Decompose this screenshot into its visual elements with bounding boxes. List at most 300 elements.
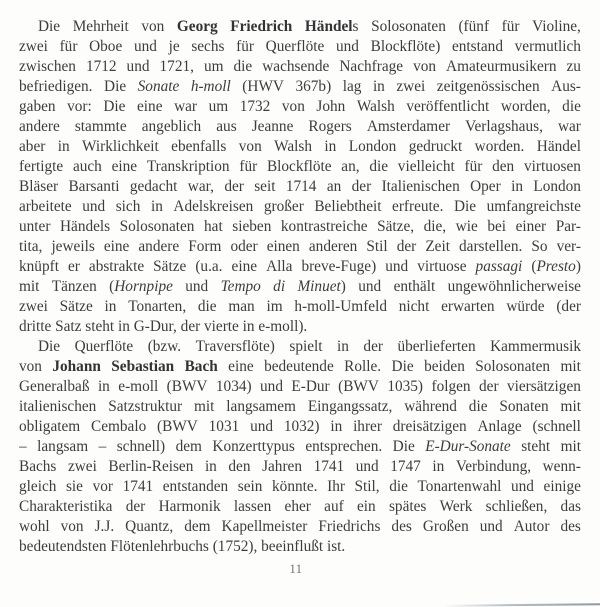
text-line (19, 397, 581, 417)
text-run: eine (228, 358, 254, 375)
text-run: der (363, 338, 383, 355)
text-run: dritte Satz steht in G-Dur, der vierte in e-moll). (19, 318, 308, 335)
text-run: in (337, 338, 349, 355)
text-run: 1741 (313, 458, 345, 475)
word (282, 97, 305, 117)
text-run: (der (556, 298, 581, 315)
text-run: 1714 (285, 178, 317, 195)
word (273, 277, 285, 297)
word (19, 177, 58, 197)
text-run: di (273, 278, 286, 295)
word (67, 97, 92, 117)
text-run: Kapellmeister (221, 518, 308, 535)
text-run: Sätze (153, 258, 187, 275)
word (499, 397, 548, 417)
word (465, 117, 543, 137)
text-run: Jahren (262, 458, 302, 475)
text-run: der (224, 178, 244, 195)
word (19, 157, 63, 177)
word (260, 377, 283, 397)
word (128, 297, 186, 317)
text-run: Stil, (354, 478, 380, 495)
text-run: aber (19, 138, 46, 155)
word (221, 277, 261, 297)
text-run: zwei (67, 458, 97, 475)
text-run: und (355, 458, 379, 475)
word (406, 97, 489, 117)
text-run: (schnell (532, 418, 581, 435)
word (109, 277, 173, 297)
word (431, 377, 470, 397)
text-run: den (492, 158, 515, 175)
word (228, 297, 254, 317)
word (392, 357, 414, 377)
text-run: worden. (474, 138, 525, 155)
word (19, 457, 56, 477)
text-run: Alla (266, 258, 293, 275)
text-run: passagi (475, 258, 523, 275)
text-run: Bläser (19, 178, 59, 195)
text-run: die (562, 98, 581, 115)
word (432, 457, 444, 477)
word (266, 37, 325, 57)
text-run: sie (65, 478, 83, 495)
text-run: für (239, 158, 258, 175)
word (226, 397, 296, 417)
text-run: darstellen. (459, 238, 523, 255)
text-run: – (98, 438, 107, 455)
word (382, 177, 460, 197)
text-run: und (133, 38, 157, 55)
word (424, 217, 447, 237)
word (104, 77, 126, 97)
text-run: Tempo (220, 278, 261, 295)
word (19, 417, 80, 437)
text-run: e-moll (118, 378, 159, 395)
text-line (19, 437, 581, 457)
text-run: für (501, 18, 520, 35)
word (446, 57, 556, 77)
text-run: kontrastreiche (280, 218, 368, 235)
word (19, 97, 56, 117)
word (469, 397, 488, 417)
text-run: und (82, 198, 106, 215)
text-run: die (197, 298, 217, 315)
text-run: italienischen (19, 398, 97, 415)
word (204, 217, 223, 237)
word (89, 37, 122, 57)
text-run: eher (284, 498, 311, 515)
text-run: erfreute. (392, 198, 444, 215)
text-run: 367b) (295, 78, 332, 95)
text-run: Georg (176, 18, 218, 35)
text-run: Zeit (425, 238, 450, 255)
word (138, 77, 180, 97)
word (514, 517, 550, 537)
text-run: Amateurmusikern (446, 58, 557, 75)
word (82, 137, 159, 157)
text-run: veröffentlicht (406, 98, 490, 115)
word (222, 517, 308, 537)
text-run: die (389, 478, 408, 495)
word (195, 257, 222, 277)
word (238, 477, 263, 497)
word (117, 437, 165, 457)
text-run: sich (115, 198, 141, 215)
text-run: gedacht (129, 178, 178, 195)
word (456, 217, 478, 237)
word (511, 477, 534, 497)
text-run: die (233, 58, 253, 75)
text-run: E-Dur (291, 378, 330, 395)
word (252, 117, 294, 137)
text-run: spätes (388, 498, 427, 515)
word (224, 177, 244, 197)
text-run: hat (204, 218, 223, 235)
word (191, 37, 224, 57)
text-run: schließen, (485, 498, 548, 515)
text-run: der (396, 238, 417, 255)
text-run: ebenfalls (171, 138, 227, 155)
text-run: wachsende (262, 58, 330, 75)
text-run: und (511, 478, 534, 495)
word (492, 157, 514, 177)
text-run: s (352, 18, 359, 35)
text-line (19, 137, 581, 157)
word (480, 517, 503, 537)
text-run: mit (560, 358, 581, 375)
word (157, 417, 198, 437)
word (250, 417, 273, 437)
word (151, 197, 163, 217)
text-line (19, 177, 581, 197)
text-run: um (203, 58, 224, 75)
word (191, 77, 231, 97)
word (417, 257, 466, 277)
word (194, 397, 214, 417)
text-run: Sätze (59, 298, 93, 315)
text-run: in (104, 298, 117, 315)
text-run: Bachs (19, 458, 57, 475)
word (138, 237, 179, 257)
text-run: J.J. (94, 518, 115, 535)
text-run: Mehrheit (72, 18, 129, 35)
text-run: So (531, 238, 548, 255)
word (366, 237, 387, 257)
word (116, 197, 141, 217)
word (19, 37, 48, 57)
word (254, 177, 275, 197)
scan-edge-artifact (444, 603, 600, 607)
word (137, 97, 162, 117)
text-run: sein (237, 478, 263, 495)
text-run: Autor (513, 518, 550, 535)
text-run: Form (188, 238, 222, 255)
word (533, 177, 581, 197)
word (19, 137, 45, 157)
text-run: ) (575, 258, 581, 275)
word (60, 297, 93, 317)
text-run: die (369, 158, 389, 175)
text-run: London (348, 138, 397, 155)
text-run: einen (266, 238, 300, 255)
text-run: zu (566, 58, 581, 75)
text-run: ein (356, 498, 376, 515)
word (558, 117, 581, 137)
word (358, 277, 381, 297)
text-run: Generalbaß (19, 378, 90, 395)
word (188, 177, 214, 197)
word (19, 117, 60, 137)
text-run: Minuet (297, 278, 341, 295)
text-run: Die (392, 438, 415, 455)
word (98, 377, 110, 397)
text-run: (BWV (338, 378, 379, 395)
word (396, 77, 425, 97)
word (291, 377, 329, 397)
word (267, 157, 332, 177)
word (262, 57, 329, 77)
word (239, 137, 262, 157)
text-run: eine (231, 258, 258, 275)
text-run: war (174, 98, 198, 115)
text-line (19, 337, 581, 357)
word (521, 437, 550, 457)
text-run: und (185, 278, 209, 295)
word (239, 157, 257, 177)
word (456, 457, 531, 477)
text-run: des (560, 518, 581, 535)
text-run: Barsanti (68, 178, 120, 195)
text-run: ( (109, 278, 115, 295)
word (459, 237, 522, 257)
text-run: Berlin-Reisen (108, 458, 194, 475)
text-run: des (391, 518, 412, 535)
word (477, 417, 521, 437)
text-run: Sätze, (377, 218, 415, 235)
text-run: in (324, 138, 337, 155)
text-line (19, 157, 581, 177)
text-run: Quantz, (125, 518, 174, 535)
word (127, 57, 150, 77)
word (95, 517, 115, 537)
text-run: eine (137, 98, 163, 115)
word (437, 77, 540, 97)
word (160, 57, 194, 77)
text-run: Händel (304, 18, 353, 35)
text-run: (fünf (458, 18, 490, 35)
text-run: bei (487, 218, 507, 235)
word (19, 357, 42, 377)
text-run: Rogers (308, 118, 352, 135)
text-run: für (236, 38, 254, 55)
word (338, 377, 379, 397)
word (184, 517, 210, 537)
text-run: in (97, 378, 110, 395)
text-run: in (511, 178, 523, 195)
text-run: Tonartenwahl (417, 478, 502, 495)
word (93, 477, 113, 497)
word (281, 217, 368, 237)
text-run: 1712 (85, 58, 117, 75)
word (556, 297, 581, 317)
text-run: entstand (451, 38, 503, 55)
word (409, 137, 463, 157)
word (99, 437, 107, 457)
text-run: sieben (232, 218, 272, 235)
text-run: dem (175, 438, 202, 455)
word (294, 297, 387, 317)
word (240, 97, 271, 117)
text-run: unter (19, 218, 51, 235)
word (454, 197, 476, 217)
text-run: zwei (396, 78, 426, 95)
text-run: Aus- (551, 78, 581, 95)
word (68, 257, 80, 277)
text-run: für (464, 158, 483, 175)
text-run: Cembalo (91, 418, 147, 435)
word (285, 497, 311, 517)
text-run: breve-Fuge) (301, 258, 377, 275)
word (230, 17, 292, 37)
word (544, 477, 581, 497)
text-run: den (228, 458, 251, 475)
page-number: 11 (289, 562, 303, 576)
word (392, 197, 443, 217)
text-run: auf (324, 498, 344, 515)
text-run: Sonaten (499, 398, 549, 415)
word (19, 497, 112, 517)
text-run: oder (230, 238, 258, 255)
paragraph (19, 17, 581, 337)
text-run: wohl (19, 518, 50, 535)
word (204, 57, 224, 77)
word (425, 237, 450, 257)
word (185, 277, 208, 297)
text-line (19, 517, 581, 537)
word (266, 257, 292, 277)
word (543, 457, 581, 477)
word (267, 237, 300, 257)
text-run: John (316, 98, 346, 115)
word (198, 297, 217, 317)
word (73, 157, 102, 177)
text-run: Violine, (532, 18, 581, 35)
text-run: dem (184, 518, 211, 535)
word (295, 77, 331, 97)
text-run: vermutlich (514, 38, 581, 55)
text-run: lassen (233, 498, 272, 515)
word (61, 517, 84, 537)
text-run: in (330, 418, 343, 435)
word (19, 437, 27, 457)
word (112, 157, 137, 177)
text-line (19, 477, 581, 497)
paragraph (19, 337, 581, 557)
text-run: Anlage (477, 418, 522, 435)
word (557, 237, 581, 257)
text-run: wie (455, 218, 478, 235)
word (126, 497, 146, 517)
text-line (19, 297, 581, 317)
word (357, 497, 376, 517)
text-run: langsam (37, 438, 89, 455)
text-run: von (141, 18, 165, 35)
word (501, 97, 551, 117)
word (399, 297, 430, 317)
text-run: anderen (308, 238, 358, 255)
word (38, 337, 60, 357)
word (507, 377, 581, 397)
word (289, 337, 322, 357)
word (423, 517, 469, 537)
text-line (19, 417, 581, 437)
word (413, 57, 436, 77)
word (385, 257, 408, 277)
text-run: lag (342, 78, 362, 95)
word (339, 57, 403, 77)
text-run: in (372, 78, 385, 95)
word (38, 17, 60, 37)
text-run: 1741 (122, 478, 154, 495)
word (502, 17, 520, 37)
text-line (19, 37, 581, 57)
text-run: virtuosen (523, 158, 581, 175)
word (398, 157, 455, 177)
text-run: nicht (398, 298, 430, 315)
text-run: ungewöhnlicherweise (447, 278, 581, 295)
word (111, 357, 174, 377)
text-run: könnte. (272, 478, 318, 495)
word (440, 497, 473, 517)
text-run: erwarten (441, 298, 495, 315)
text-run: gaben (19, 98, 56, 115)
word (371, 17, 446, 37)
text-run: Presto (536, 258, 576, 275)
text-run: Sonate (137, 78, 180, 95)
text-run: ( (531, 258, 537, 275)
word (86, 57, 117, 77)
text-run: an, (341, 158, 360, 175)
word (448, 277, 581, 297)
text-run: Oboe (89, 38, 123, 55)
word (91, 417, 146, 437)
text-run: je (168, 38, 180, 55)
word (103, 97, 125, 117)
word (516, 217, 547, 237)
word (19, 57, 76, 77)
text-run: Großen (422, 518, 469, 535)
text-run: Die (38, 338, 61, 355)
word (301, 257, 376, 277)
word (487, 197, 581, 217)
text-run: Die (104, 78, 127, 95)
text-run: Die (38, 18, 61, 35)
text-run: einer (515, 218, 547, 235)
word (232, 217, 271, 237)
text-run: bedeutende (264, 358, 334, 375)
word (389, 477, 408, 497)
text-line (19, 77, 581, 97)
word (308, 397, 393, 417)
word (367, 117, 450, 137)
text-run: ihrer (353, 418, 382, 435)
text-run: Solosonaten (119, 218, 195, 235)
word (390, 457, 421, 477)
word (272, 477, 317, 497)
word (19, 397, 96, 417)
word (524, 157, 581, 177)
